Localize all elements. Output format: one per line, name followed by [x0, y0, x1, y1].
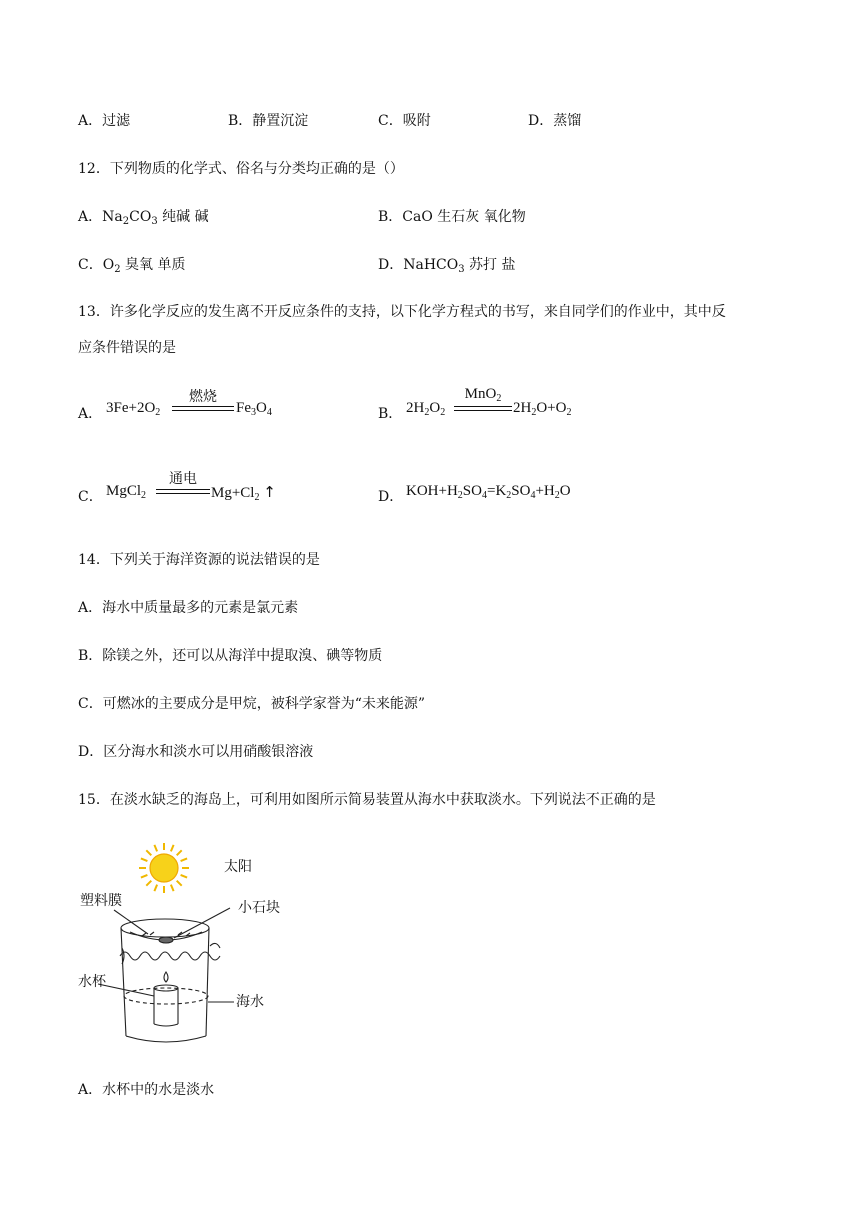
q11-option-b	[228, 111, 308, 131]
q12-option-b	[378, 207, 526, 227]
q13-c-label: C．	[78, 489, 103, 505]
q13-a-condition: 燃烧	[189, 389, 217, 405]
option-label: A．	[78, 209, 103, 225]
q13-b-reactants: $2H_2O_2$	[406, 400, 446, 418]
q14-option-a: A．海水中质量最多的元素是氯元素	[78, 600, 299, 616]
q14-stem: 14．下列关于海洋资源的说法错误的是	[78, 552, 320, 568]
q14-option-d: D．区分海水和淡水可以用硝酸银溶液	[78, 744, 314, 760]
formula: MnO	[464, 386, 497, 402]
small-stone-label: 小石块	[238, 900, 280, 916]
q15-stem: 15．在淡水缺乏的海岛上，可利用如图所示简易装置从海水中获取淡水。下列说法不正确的是	[78, 792, 656, 808]
subscript: 2	[122, 216, 130, 227]
formula: O	[102, 257, 115, 273]
sun-icon	[139, 843, 189, 893]
formula: Na	[102, 209, 123, 225]
equals-sign	[172, 406, 234, 411]
solar-still-illustration	[70, 836, 310, 1050]
q14-option-b: B．除镁之外，还可以从海洋中提取溴、碘等物质	[78, 648, 383, 664]
option-text: 纯碱 碱	[157, 209, 209, 225]
formula: NaHCO	[403, 257, 459, 273]
gas-arrow-icon: ↑	[263, 483, 276, 501]
q15-option-a: A．水杯中的水是淡水	[78, 1082, 215, 1098]
q12-stem: 12．下列物质的化学式、俗名与分类均正确的是（）	[78, 161, 404, 177]
option-label: B．	[378, 209, 403, 225]
option-label: C．	[78, 257, 103, 273]
q13-c-reactants: MgCl$_2$	[106, 483, 147, 501]
plastic-film-label: 塑料膜	[80, 893, 122, 909]
water-cup-label: 水杯	[78, 974, 106, 990]
option-label: C．	[378, 113, 403, 129]
seawater-label: 海水	[236, 994, 264, 1010]
equals-sign	[454, 406, 512, 411]
q13-c-condition: 通电	[169, 471, 197, 487]
q11-option-d	[528, 111, 581, 131]
subscript: 2	[114, 264, 121, 275]
option-label: D．	[378, 257, 404, 273]
q13-d-equation: $KOH+H_2SO_4=K_2SO_4+H_2O$	[406, 483, 571, 501]
sun-label: 太阳	[224, 859, 252, 875]
q13-stem-line2: 应条件错误的是	[78, 340, 176, 356]
q13-a-reactants: $3Fe+2O_2$	[106, 400, 161, 418]
solar-still-diagram	[70, 836, 310, 1050]
q13-d-label: D．	[378, 489, 404, 505]
option-label: B．	[228, 113, 253, 129]
option-text: CaO 生石灰 氧化物	[402, 209, 526, 225]
q14-option-c: C．可燃冰的主要成分是甲烷，被科学家誉为“未来能源”	[78, 696, 426, 712]
option-label: A．	[78, 113, 103, 129]
q13-stem-line1: 13．许多化学反应的发生离不开反应条件的支持，以下化学方程式的书写，来自同学们的作业中，其中反	[78, 304, 726, 320]
formula: CO	[129, 209, 152, 225]
option-text: 蒸馏	[553, 113, 582, 129]
q13-a-label: A．	[78, 406, 103, 422]
q12-option-a	[78, 207, 209, 227]
option-text: 苏打 盐	[464, 257, 516, 273]
q12-option-c	[78, 255, 185, 275]
option-text: 静置沉淀	[252, 113, 309, 129]
option-text: 吸附	[402, 113, 431, 129]
q12-option-d	[378, 255, 516, 275]
q13-b-label: B．	[378, 406, 403, 422]
q13-c-products: $Mg+Cl_2$ ↑	[211, 483, 276, 503]
subscript: 3	[458, 264, 465, 275]
equals-sign	[156, 489, 210, 494]
q11-option-a	[78, 111, 130, 131]
option-label: D．	[528, 113, 554, 129]
subscript: 2	[496, 393, 502, 404]
q13-a-products: $Fe_3O_4$	[236, 400, 272, 418]
option-text: 过滤	[102, 113, 131, 129]
q11-option-c	[378, 111, 431, 131]
subscript: 3	[151, 216, 158, 227]
option-text: 臭氧 单质	[120, 257, 186, 273]
q13-b-products: $2H_2O+O_2$	[513, 400, 572, 418]
q13-b-condition	[454, 386, 512, 403]
